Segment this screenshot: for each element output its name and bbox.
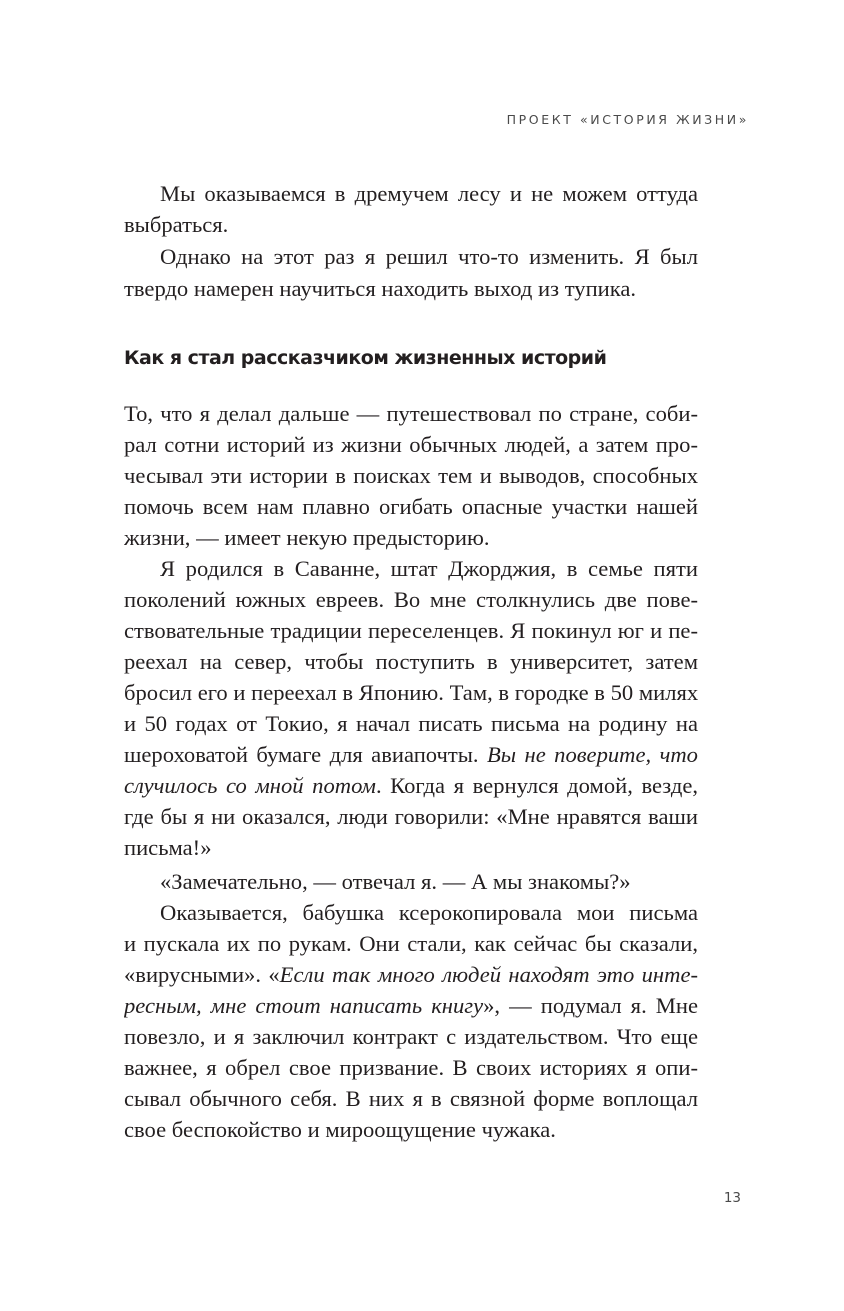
text-line: сывал обычного себя. В них я в связной форме воплощал: [124, 1086, 698, 1111]
section-heading: Как я стал рассказчиком жизненных историй: [124, 347, 607, 369]
text-line: помочь всем нам плавно огибать опасные участки нашей: [124, 494, 698, 519]
running-head: ПРОЕКТ «ИСТОРИЯ ЖИЗНИ»: [506, 112, 749, 127]
text-line: [124, 770, 698, 801]
text-run: . Когда я вернулся домой, везде,: [375, 773, 698, 798]
text-line: выбраться.: [124, 212, 229, 237]
text-line: бросил его и переехал в Японию. Там, в городке в 50 милях: [124, 680, 698, 705]
text-line: Мы оказываемся в дремучем лесу и не можем оттуда: [160, 181, 698, 206]
italic-text: Если так много людей находят это инте-: [279, 962, 698, 987]
text-line: и пускала их по рукам. Они стали, как сейчас бы сказали,: [124, 931, 698, 956]
text-line: [124, 739, 698, 770]
text-line: где бы я ни оказался, люди говорили: «Мне нравятся ваши: [124, 804, 698, 829]
text-line: То, что я делал дальше — путешествовал по стране, соби-: [124, 401, 698, 426]
text-line: твердо намерен научиться находить выход из тупика.: [124, 276, 637, 301]
text-line: жизни, — имеет некую предысторию.: [124, 525, 490, 550]
text-run: «вирусными». «: [124, 962, 280, 987]
text-run: », — подумал я. Мне: [483, 993, 698, 1018]
text-line: [124, 990, 698, 1021]
text-line: ствовательные традиции переселенцев. Я покинул юг и пе-: [124, 618, 698, 643]
text-line: Оказывается, бабушка ксерокопировала мои письма: [160, 900, 698, 925]
text-line: чесывал эти истории в поисках тем и выводов, способных: [124, 463, 698, 488]
text-line: поколений южных евреев. Во мне столкнулись две пове-: [124, 587, 698, 612]
page-number: 13: [723, 1190, 741, 1206]
text-run: шероховатой бумаге для авиапочты.: [124, 742, 487, 767]
text-line: рал сотни историй из жизни обычных людей, а затем про-: [124, 432, 698, 457]
text-line: повезло, и я заключил контракт с издательством. Что еще: [124, 1024, 698, 1049]
italic-text: ресным, мне стоит написать книгу: [124, 993, 484, 1018]
text-line: [124, 959, 698, 990]
text-line: свое беспокойство и мироощущение чужака.: [124, 1117, 556, 1142]
text-line: реехал на север, чтобы поступить в университет, затем: [124, 649, 698, 674]
text-line: письма!»: [124, 835, 212, 860]
text-line: «Замечательно, — отвечал я. — А мы знакомы?»: [160, 869, 631, 894]
text-line: Однако на этот раз я решил что-то изменить. Я был: [160, 244, 698, 269]
italic-text: случилось со мной потом: [124, 773, 376, 798]
text-line: и 50 годах от Токио, я начал писать письма на родину на: [124, 711, 698, 736]
text-line: важнее, я обрел свое призвание. В своих историях я опи-: [124, 1055, 698, 1080]
text-line: Я родился в Саванне, штат Джорджия, в семье пяти: [160, 556, 698, 581]
italic-text: Вы не поверите, что: [486, 742, 698, 767]
